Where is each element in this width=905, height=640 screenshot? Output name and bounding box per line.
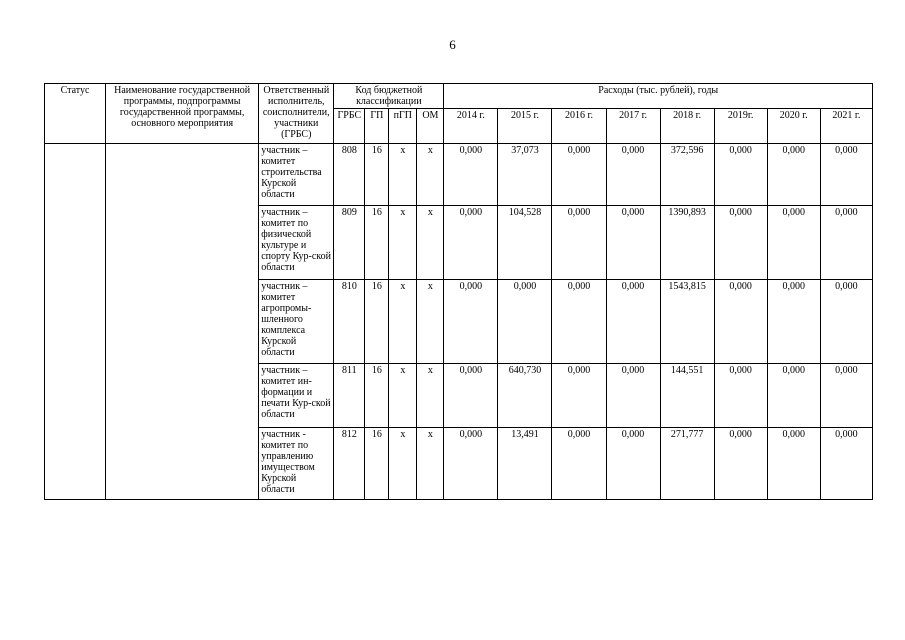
header-responsible: Ответственный исполнитель, соисполнители, участники (ГРБС): [259, 84, 334, 144]
expense-value: 1543,815: [660, 280, 714, 364]
header-code-gp: ГП: [365, 109, 389, 144]
header-budget-code: Код бюджетной классификации: [334, 84, 444, 109]
code-pgp: х: [389, 428, 417, 500]
expense-value: 0,000: [606, 364, 660, 428]
program-name-cell: [106, 144, 259, 500]
code-pgp: х: [389, 364, 417, 428]
expense-value: 0,000: [767, 144, 820, 206]
responsible-cell: участник – комитет по физической культуре и спорту Кур-ской области: [259, 206, 334, 280]
expense-value: 0,000: [606, 206, 660, 280]
code-gp: 16: [365, 428, 389, 500]
code-grbs: 811: [334, 364, 365, 428]
code-pgp: х: [389, 206, 417, 280]
expense-value: 0,000: [714, 280, 767, 364]
code-grbs: 812: [334, 428, 365, 500]
expense-value: 0,000: [714, 206, 767, 280]
expense-value: 0,000: [552, 206, 606, 280]
expense-value: 0,000: [714, 364, 767, 428]
header-year: 2017 г.: [606, 109, 660, 144]
expense-value: 0,000: [444, 206, 498, 280]
expense-value: 0,000: [820, 428, 872, 500]
expense-value: 0,000: [714, 144, 767, 206]
expense-value: 372,596: [660, 144, 714, 206]
header-expenses: Расходы (тыс. рублей), годы: [444, 84, 873, 109]
expense-value: 0,000: [606, 428, 660, 500]
code-om: х: [417, 364, 444, 428]
header-year: 2018 г.: [660, 109, 714, 144]
expense-value: 104,528: [498, 206, 552, 280]
expense-value: 0,000: [552, 280, 606, 364]
header-year: 2014 г.: [444, 109, 498, 144]
code-grbs: 810: [334, 280, 365, 364]
header-year: 2019г.: [714, 109, 767, 144]
code-om: х: [417, 428, 444, 500]
table-row: [45, 144, 873, 206]
header-status: Статус: [45, 84, 106, 144]
expense-value: 0,000: [444, 144, 498, 206]
expense-value: 144,551: [660, 364, 714, 428]
header-year: 2016 г.: [552, 109, 606, 144]
expense-value: 0,000: [444, 364, 498, 428]
expense-value: 0,000: [767, 206, 820, 280]
code-pgp: х: [389, 144, 417, 206]
code-grbs: 808: [334, 144, 365, 206]
code-gp: 16: [365, 144, 389, 206]
expense-value: 0,000: [714, 428, 767, 500]
header-year: 2021 г.: [820, 109, 872, 144]
expense-value: 0,000: [820, 206, 872, 280]
expense-value: 271,777: [660, 428, 714, 500]
expense-value: 0,000: [767, 364, 820, 428]
responsible-cell: участник – комитет строительства Курской области: [259, 144, 334, 206]
code-om: х: [417, 144, 444, 206]
expense-value: 0,000: [820, 144, 872, 206]
expense-value: 0,000: [606, 280, 660, 364]
header-program-name: Наименование государственной программы, подпрограммы государственной программы, основного мероприятия: [106, 84, 259, 144]
expense-value: 13,491: [498, 428, 552, 500]
code-om: х: [417, 280, 444, 364]
expense-value: 0,000: [552, 428, 606, 500]
header-code-om: ОМ: [417, 109, 444, 144]
header-code-grbs: ГРБС: [334, 109, 365, 144]
expense-value: 0,000: [820, 280, 872, 364]
header-year: 2020 г.: [767, 109, 820, 144]
header-row: [45, 84, 873, 109]
status-cell: [45, 144, 106, 500]
header-year: 2015 г.: [498, 109, 552, 144]
responsible-cell: участник - комитет по управлению имуществом Курской области: [259, 428, 334, 500]
code-gp: 16: [365, 280, 389, 364]
header-code-pgp: пГП: [389, 109, 417, 144]
expense-value: 0,000: [552, 144, 606, 206]
responsible-cell: участник – комитет агропромы-шленного комплекса Курской области: [259, 280, 334, 364]
page-number: 6: [449, 37, 456, 52]
responsible-cell: участник – комитет ин-формации и печати Кур-ской области: [259, 364, 334, 428]
expense-value: 1390,893: [660, 206, 714, 280]
expense-value: 0,000: [767, 428, 820, 500]
code-grbs: 809: [334, 206, 365, 280]
expense-value: 640,730: [498, 364, 552, 428]
code-pgp: х: [389, 280, 417, 364]
expense-value: 0,000: [820, 364, 872, 428]
code-om: х: [417, 206, 444, 280]
expense-value: 0,000: [444, 280, 498, 364]
expense-value: 37,073: [498, 144, 552, 206]
expense-value: 0,000: [552, 364, 606, 428]
code-gp: 16: [365, 206, 389, 280]
code-gp: 16: [365, 364, 389, 428]
budget-table: [44, 83, 873, 500]
expense-value: 0,000: [606, 144, 660, 206]
expense-value: 0,000: [444, 428, 498, 500]
expense-value: 0,000: [767, 280, 820, 364]
expense-value: 0,000: [498, 280, 552, 364]
